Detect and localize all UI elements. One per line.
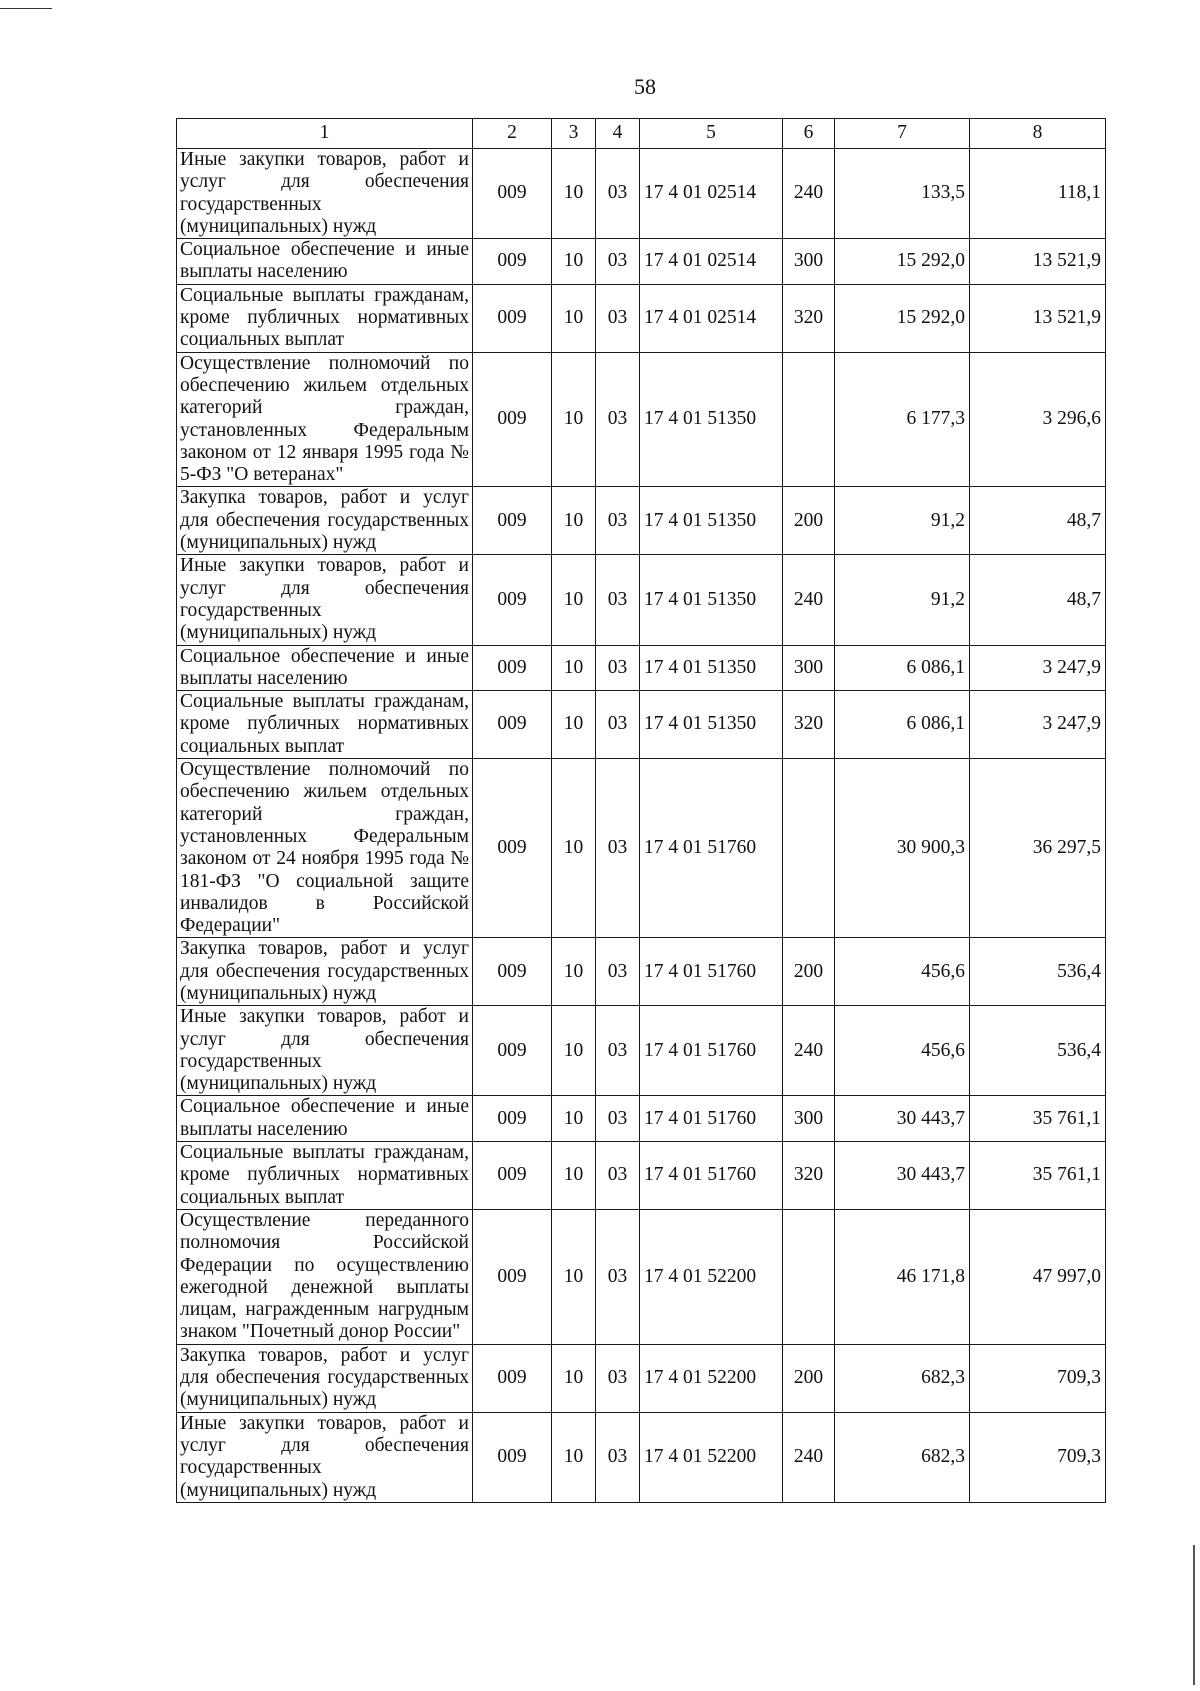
section-code-cell: 10 bbox=[552, 1096, 596, 1142]
expense-type-cell: 320 bbox=[783, 1142, 835, 1210]
ministry-code-cell: 009 bbox=[473, 487, 552, 555]
table-header-row bbox=[177, 119, 1106, 149]
amount-year-1-cell: 6 177,3 bbox=[835, 352, 970, 487]
item-name-cell: Осуществление полномочий по обеспечению жильем отдельных категорий граждан, установленных Федеральным законом от 24 ноября 1995 года № 181-ФЗ "О социальной защите инвалидов в Российской Федерации" bbox=[177, 759, 473, 938]
item-name-cell: Осуществление переданного полномочия Российской Федерации по осуществлению ежегодной денежной выплаты лицам, награжденным нагрудным знаком "Почетный донор России" bbox=[177, 1209, 473, 1344]
ministry-code-cell: 009 bbox=[473, 1412, 552, 1502]
expense-type-cell: 240 bbox=[783, 555, 835, 645]
expense-type-cell: 300 bbox=[783, 645, 835, 691]
item-name-cell: Социальное обеспечение и иные выплаты населению bbox=[177, 239, 473, 285]
table-row bbox=[177, 938, 1106, 1006]
amount-year-1-cell: 456,6 bbox=[835, 1006, 970, 1096]
section-code-cell: 10 bbox=[552, 1142, 596, 1210]
table-row bbox=[177, 1006, 1106, 1096]
amount-year-1-cell: 30 443,7 bbox=[835, 1096, 970, 1142]
table-row bbox=[177, 1096, 1106, 1142]
amount-year-1-cell: 30 443,7 bbox=[835, 1142, 970, 1210]
scan-edge-mark bbox=[0, 8, 52, 9]
amount-year-2-cell: 35 761,1 bbox=[970, 1096, 1106, 1142]
table-row bbox=[177, 691, 1106, 759]
item-name-cell: Осуществление полномочий по обеспечению жильем отдельных категорий граждан, установленных Федеральным законом от 12 января 1995 года № 5-ФЗ "О ветеранах" bbox=[177, 352, 473, 487]
section-code-cell: 10 bbox=[552, 487, 596, 555]
ministry-code-cell: 009 bbox=[473, 1096, 552, 1142]
amount-year-2-cell: 536,4 bbox=[970, 938, 1106, 1006]
subsection-code-cell: 03 bbox=[596, 645, 640, 691]
amount-year-1-cell: 91,2 bbox=[835, 555, 970, 645]
ministry-code-cell: 009 bbox=[473, 1344, 552, 1412]
ministry-code-cell: 009 bbox=[473, 1142, 552, 1210]
target-article-cell: 17 4 01 51350 bbox=[640, 555, 783, 645]
subsection-code-cell: 03 bbox=[596, 487, 640, 555]
section-code-cell: 10 bbox=[552, 759, 596, 938]
amount-year-2-cell: 47 997,0 bbox=[970, 1209, 1106, 1344]
section-code-cell: 10 bbox=[552, 352, 596, 487]
subsection-code-cell: 03 bbox=[596, 938, 640, 1006]
target-article-cell: 17 4 01 52200 bbox=[640, 1412, 783, 1502]
table-row bbox=[177, 1209, 1106, 1344]
expense-type-cell bbox=[783, 759, 835, 938]
target-article-cell: 17 4 01 51350 bbox=[640, 691, 783, 759]
amount-year-1-cell: 682,3 bbox=[835, 1344, 970, 1412]
item-name-cell: Иные закупки товаров, работ и услуг для обеспечения государственных (муниципальных) нужд bbox=[177, 555, 473, 645]
amount-year-2-cell: 118,1 bbox=[970, 149, 1106, 239]
target-article-cell: 17 4 01 51760 bbox=[640, 938, 783, 1006]
item-name-cell: Социальные выплаты гражданам, кроме публичных нормативных социальных выплат bbox=[177, 1142, 473, 1210]
column-header: 8 bbox=[970, 119, 1106, 149]
table-row bbox=[177, 1412, 1106, 1502]
amount-year-1-cell: 682,3 bbox=[835, 1412, 970, 1502]
subsection-code-cell: 03 bbox=[596, 1209, 640, 1344]
ministry-code-cell: 009 bbox=[473, 691, 552, 759]
expense-type-cell: 200 bbox=[783, 1344, 835, 1412]
target-article-cell: 17 4 01 02514 bbox=[640, 239, 783, 285]
expense-type-cell bbox=[783, 352, 835, 487]
target-article-cell: 17 4 01 51760 bbox=[640, 1006, 783, 1096]
item-name-cell: Социальное обеспечение и иные выплаты населению bbox=[177, 645, 473, 691]
item-name-cell: Иные закупки товаров, работ и услуг для обеспечения государственных (муниципальных) нужд bbox=[177, 149, 473, 239]
section-code-cell: 10 bbox=[552, 149, 596, 239]
expense-type-cell: 320 bbox=[783, 691, 835, 759]
budget-table bbox=[176, 118, 1106, 1503]
target-article-cell: 17 4 01 51350 bbox=[640, 487, 783, 555]
page-number: 58 bbox=[634, 74, 656, 99]
target-article-cell: 17 4 01 02514 bbox=[640, 149, 783, 239]
table-row bbox=[177, 487, 1106, 555]
amount-year-1-cell: 133,5 bbox=[835, 149, 970, 239]
section-code-cell: 10 bbox=[552, 1209, 596, 1344]
ministry-code-cell: 009 bbox=[473, 555, 552, 645]
table-row bbox=[177, 1344, 1106, 1412]
amount-year-1-cell: 6 086,1 bbox=[835, 691, 970, 759]
subsection-code-cell: 03 bbox=[596, 352, 640, 487]
table-body bbox=[177, 149, 1106, 1503]
expense-type-cell: 200 bbox=[783, 487, 835, 555]
subsection-code-cell: 03 bbox=[596, 759, 640, 938]
amount-year-2-cell: 709,3 bbox=[970, 1344, 1106, 1412]
subsection-code-cell: 03 bbox=[596, 1412, 640, 1502]
column-header: 5 bbox=[640, 119, 783, 149]
item-name-cell: Иные закупки товаров, работ и услуг для обеспечения государственных (муниципальных) нужд bbox=[177, 1412, 473, 1502]
expense-type-cell: 320 bbox=[783, 284, 835, 352]
section-code-cell: 10 bbox=[552, 938, 596, 1006]
subsection-code-cell: 03 bbox=[596, 1096, 640, 1142]
target-article-cell: 17 4 01 02514 bbox=[640, 284, 783, 352]
ministry-code-cell: 009 bbox=[473, 149, 552, 239]
target-article-cell: 17 4 01 51760 bbox=[640, 1142, 783, 1210]
subsection-code-cell: 03 bbox=[596, 691, 640, 759]
ministry-code-cell: 009 bbox=[473, 239, 552, 285]
amount-year-1-cell: 6 086,1 bbox=[835, 645, 970, 691]
expense-type-cell: 200 bbox=[783, 938, 835, 1006]
table-row bbox=[177, 1142, 1106, 1210]
expense-type-cell: 240 bbox=[783, 1412, 835, 1502]
section-code-cell: 10 bbox=[552, 555, 596, 645]
amount-year-2-cell: 709,3 bbox=[970, 1412, 1106, 1502]
amount-year-1-cell: 15 292,0 bbox=[835, 284, 970, 352]
amount-year-2-cell: 48,7 bbox=[970, 555, 1106, 645]
item-name-cell: Закупка товаров, работ и услуг для обеспечения государственных (муниципальных) нужд bbox=[177, 487, 473, 555]
section-code-cell: 10 bbox=[552, 284, 596, 352]
section-code-cell: 10 bbox=[552, 1006, 596, 1096]
subsection-code-cell: 03 bbox=[596, 1142, 640, 1210]
subsection-code-cell: 03 bbox=[596, 149, 640, 239]
ministry-code-cell: 009 bbox=[473, 284, 552, 352]
amount-year-2-cell: 13 521,9 bbox=[970, 284, 1106, 352]
ministry-code-cell: 009 bbox=[473, 759, 552, 938]
subsection-code-cell: 03 bbox=[596, 284, 640, 352]
amount-year-2-cell: 48,7 bbox=[970, 487, 1106, 555]
expense-type-cell: 300 bbox=[783, 239, 835, 285]
column-header: 4 bbox=[596, 119, 640, 149]
target-article-cell: 17 4 01 52200 bbox=[640, 1209, 783, 1344]
amount-year-1-cell: 15 292,0 bbox=[835, 239, 970, 285]
amount-year-2-cell: 36 297,5 bbox=[970, 759, 1106, 938]
amount-year-2-cell: 536,4 bbox=[970, 1006, 1106, 1096]
item-name-cell: Закупка товаров, работ и услуг для обеспечения государственных (муниципальных) нужд bbox=[177, 938, 473, 1006]
ministry-code-cell: 009 bbox=[473, 1006, 552, 1096]
target-article-cell: 17 4 01 51760 bbox=[640, 1096, 783, 1142]
amount-year-1-cell: 456,6 bbox=[835, 938, 970, 1006]
target-article-cell: 17 4 01 52200 bbox=[640, 1344, 783, 1412]
item-name-cell: Социальные выплаты гражданам, кроме публичных нормативных социальных выплат bbox=[177, 284, 473, 352]
expense-type-cell: 240 bbox=[783, 1006, 835, 1096]
table-row bbox=[177, 239, 1106, 285]
table-row bbox=[177, 759, 1106, 938]
column-header: 1 bbox=[177, 119, 473, 149]
item-name-cell: Социальное обеспечение и иные выплаты населению bbox=[177, 1096, 473, 1142]
item-name-cell: Иные закупки товаров, работ и услуг для обеспечения государственных (муниципальных) нужд bbox=[177, 1006, 473, 1096]
subsection-code-cell: 03 bbox=[596, 1006, 640, 1096]
amount-year-2-cell: 3 247,9 bbox=[970, 645, 1106, 691]
column-header: 7 bbox=[835, 119, 970, 149]
target-article-cell: 17 4 01 51350 bbox=[640, 645, 783, 691]
section-code-cell: 10 bbox=[552, 691, 596, 759]
table-row bbox=[177, 284, 1106, 352]
subsection-code-cell: 03 bbox=[596, 1344, 640, 1412]
column-header: 2 bbox=[473, 119, 552, 149]
amount-year-2-cell: 3 247,9 bbox=[970, 691, 1106, 759]
amount-year-1-cell: 91,2 bbox=[835, 487, 970, 555]
amount-year-2-cell: 35 761,1 bbox=[970, 1142, 1106, 1210]
column-header: 3 bbox=[552, 119, 596, 149]
expense-type-cell bbox=[783, 1209, 835, 1344]
item-name-cell: Социальные выплаты гражданам, кроме публичных нормативных социальных выплат bbox=[177, 691, 473, 759]
ministry-code-cell: 009 bbox=[473, 352, 552, 487]
section-code-cell: 10 bbox=[552, 645, 596, 691]
target-article-cell: 17 4 01 51350 bbox=[640, 352, 783, 487]
section-code-cell: 10 bbox=[552, 1344, 596, 1412]
table-row bbox=[177, 149, 1106, 239]
expense-type-cell: 240 bbox=[783, 149, 835, 239]
ministry-code-cell: 009 bbox=[473, 645, 552, 691]
section-code-cell: 10 bbox=[552, 1412, 596, 1502]
amount-year-1-cell: 30 900,3 bbox=[835, 759, 970, 938]
item-name-cell: Закупка товаров, работ и услуг для обеспечения государственных (муниципальных) нужд bbox=[177, 1344, 473, 1412]
section-code-cell: 10 bbox=[552, 239, 596, 285]
scan-edge-mark bbox=[1193, 1545, 1195, 1685]
ministry-code-cell: 009 bbox=[473, 1209, 552, 1344]
subsection-code-cell: 03 bbox=[596, 239, 640, 285]
target-article-cell: 17 4 01 51760 bbox=[640, 759, 783, 938]
amount-year-1-cell: 46 171,8 bbox=[835, 1209, 970, 1344]
table-row bbox=[177, 555, 1106, 645]
ministry-code-cell: 009 bbox=[473, 938, 552, 1006]
table-row bbox=[177, 352, 1106, 487]
amount-year-2-cell: 13 521,9 bbox=[970, 239, 1106, 285]
amount-year-2-cell: 3 296,6 bbox=[970, 352, 1106, 487]
column-header: 6 bbox=[783, 119, 835, 149]
subsection-code-cell: 03 bbox=[596, 555, 640, 645]
expense-type-cell: 300 bbox=[783, 1096, 835, 1142]
table-row bbox=[177, 645, 1106, 691]
